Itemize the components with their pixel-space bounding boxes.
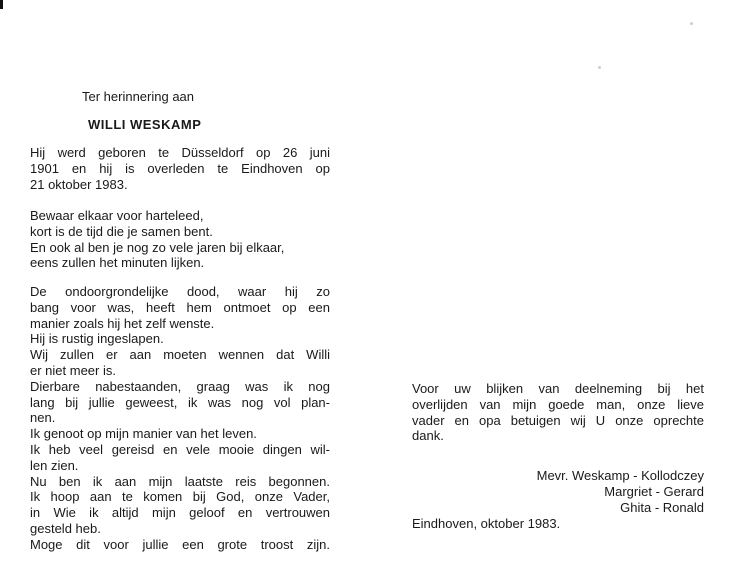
scan-speck <box>598 66 601 69</box>
text-line: Voor uw blijken van deelneming bij het <box>412 381 704 396</box>
poem-line: En ook al ben je nog zo vele jaren bij elkaar, <box>30 239 285 255</box>
text-line: Ik heb veel gereisd en vele mooie dingen wil- <box>30 441 330 457</box>
deceased-name: WILLI WESKAMP <box>88 117 202 132</box>
text-line: Dierbare nabestaanden, graag was ik nog <box>30 378 330 394</box>
text-line: overlijden van mijn goede man, onze lieve <box>412 396 704 412</box>
poem-line: kort is de tijd die je samen bent. <box>30 223 213 239</box>
text-line: lang bij jullie geweest, ik was nog vol plan- <box>30 394 330 410</box>
text-line: De ondoorgrondelijke dood, waar hij zo <box>30 284 330 299</box>
text-line: dank. <box>412 428 444 444</box>
text-line: 1901 en hij is overleden te Eindhoven op <box>30 160 330 176</box>
family-signatures <box>537 468 704 515</box>
birth-paragraph <box>30 145 330 192</box>
text-line: Wij zullen er aan moeten wennen dat Willi <box>30 347 330 363</box>
poem <box>30 208 284 271</box>
text-line: Ik hoop aan te komen bij God, onze Vader, <box>30 489 330 505</box>
text-line: Moge dit voor jullie een grote troost zijn. <box>30 536 330 552</box>
family-line: Margriet - Gerard <box>604 483 704 499</box>
text-line: Hij is rustig ingeslapen. <box>30 331 164 347</box>
text-line: bang voor was, heeft hem ontmoet op een <box>30 299 330 315</box>
text-line: er niet meer is. <box>30 362 116 378</box>
text-line: Hij werd geboren te Düsseldorf op 26 juni <box>30 145 330 160</box>
poem-line: eens zullen het minuten lijken. <box>30 255 205 271</box>
intro-text: Ter herinnering aan <box>82 89 195 104</box>
text-line: nen. <box>30 410 56 426</box>
place-date: Eindhoven, oktober 1983. <box>412 516 561 531</box>
thanks-paragraph <box>412 381 704 444</box>
text-line: manier zoals hij het zelf wenste. <box>30 315 215 331</box>
family-line: Ghita - Ronald <box>620 499 704 515</box>
family-line: Mevr. Weskamp - Kollodczey <box>536 468 704 483</box>
text-line: len zien. <box>30 457 79 473</box>
corner-mark <box>0 0 3 9</box>
text-line: gesteld heb. <box>30 520 101 536</box>
scan-speck <box>690 22 693 25</box>
text-line: in Wie ik altijd mijn geloof en vertrouwen <box>30 505 330 521</box>
memorial-text <box>30 284 330 553</box>
text-line: Ik genoot op mijn manier van het leven. <box>30 426 257 442</box>
text-line: 21 oktober 1983. <box>30 176 128 192</box>
poem-line: Bewaar elkaar voor harteleed, <box>30 208 204 223</box>
text-line: vader en opa betuigen wij U onze oprechte <box>412 412 704 428</box>
text-line: Nu ben ik aan mijn laatste reis begonnen. <box>30 473 330 489</box>
